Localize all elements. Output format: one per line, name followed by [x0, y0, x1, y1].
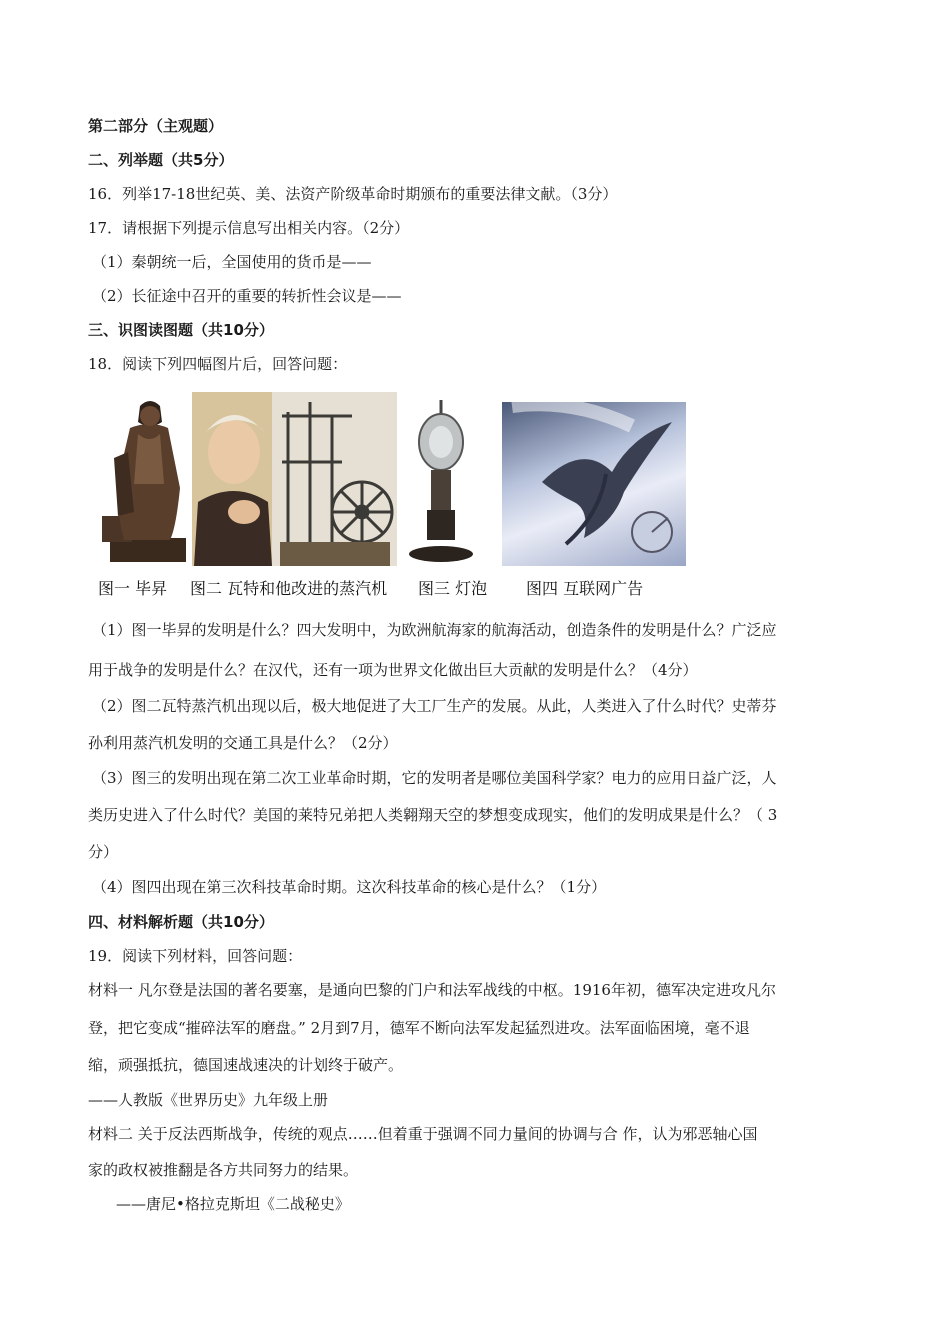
caption-figure-2: 图二 瓦特和他改进的蒸汽机 — [190, 579, 388, 598]
material-1-source: ——人教版《世界历史》九年级上册 — [88, 1091, 329, 1109]
question-17-1: （1）秦朝统一后，全国使用的货币是—— — [92, 253, 372, 271]
question-18: 18．阅读下列四幅图片后，回答问题： — [88, 355, 348, 373]
material-1-line-2: 登，把它变成“摧碎法军的磨盘。” 2月到7月，德军不断向法军发起猛烈进攻。法军面临困境，毫不退 — [88, 1019, 750, 1037]
material-2-source: ——唐尼•格拉克斯坦《二战秘史》 — [116, 1195, 350, 1213]
material-1-line-3: 缩，顽强抵抗，德国速战速决的计划终于破产。 — [88, 1056, 404, 1074]
question-18-1-line-2: 用于战争的发明是什么？在汉代，还有一项为世界文化做出巨大贡献的发明是什么？（4分） — [88, 661, 698, 679]
question-18-3-line-3: 分） — [88, 843, 119, 861]
caption-figure-1: 图一 毕昇 — [98, 579, 168, 598]
section-3-title: 三、识图读图题（共10分） — [88, 321, 274, 339]
section-2-title: 二、列举题（共5分） — [88, 151, 234, 169]
figure-internet-ad — [502, 402, 686, 566]
caption-figure-4: 图四 互联网广告 — [526, 579, 644, 598]
question-17-2: （2）长征途中召开的重要的转折性会议是—— — [92, 287, 402, 305]
question-18-2-line-2: 孙利用蒸汽机发明的交通工具是什么？（2分） — [88, 734, 398, 752]
figure-bisheng-statue — [100, 388, 192, 566]
figure-light-bulb — [405, 398, 487, 566]
question-16: 16．列举17-18世纪英、美、法资产阶级革命时期颁布的重要法律文献。（3分） — [88, 185, 618, 203]
question-17: 17．请根据下列提示信息写出相关内容。（2分） — [88, 219, 410, 237]
material-1-line-1: 材料一 凡尔登是法国的著名要塞，是通向巴黎的门户和法军战线的中枢。1916年初，德军决定进攻凡尔 — [88, 981, 776, 999]
question-19: 19．阅读下列材料，回答问题： — [88, 947, 303, 965]
material-2-line-1: 材料二 关于反法西斯战争，传统的观点……但着重于强调不同力量间的协调与合 作，认为邪恶轴心国 — [88, 1125, 758, 1143]
material-2-line-2: 家的政权被推翻是各方共同努力的结果。 — [88, 1161, 359, 1179]
section-4-title: 四、材料解析题（共10分） — [88, 913, 274, 931]
part-title: 第二部分（主观题） — [88, 117, 224, 135]
question-18-4: （4）图四出现在第三次科技革命时期。这次科技革命的核心是什么？（1分） — [92, 878, 607, 896]
question-18-3-line-1: （3）图三的发明出现在第二次工业革命时期，它的发明者是哪位美国科学家？电力的应用日益广泛，人 — [92, 769, 777, 787]
question-18-1-line-1: （1）图一毕昇的发明是什么？四大发明中，为欧洲航海家的航海活动，创造条件的发明是什么？广泛应 — [92, 621, 777, 639]
caption-figure-3: 图三 灯泡 — [418, 579, 488, 598]
question-18-2-line-1: （2）图二瓦特蒸汽机出现以后，极大地促进了大工厂生产的发展。从此，人类进入了什么时代？史蒂芬 — [92, 697, 777, 715]
question-18-3-line-2: 类历史进入了什么时代？美国的莱特兄弟把人类翱翔天空的梦想变成现实，他们的发明成果是什么？（ 3 — [88, 806, 778, 824]
figure-watt-steam-engine — [192, 392, 397, 566]
